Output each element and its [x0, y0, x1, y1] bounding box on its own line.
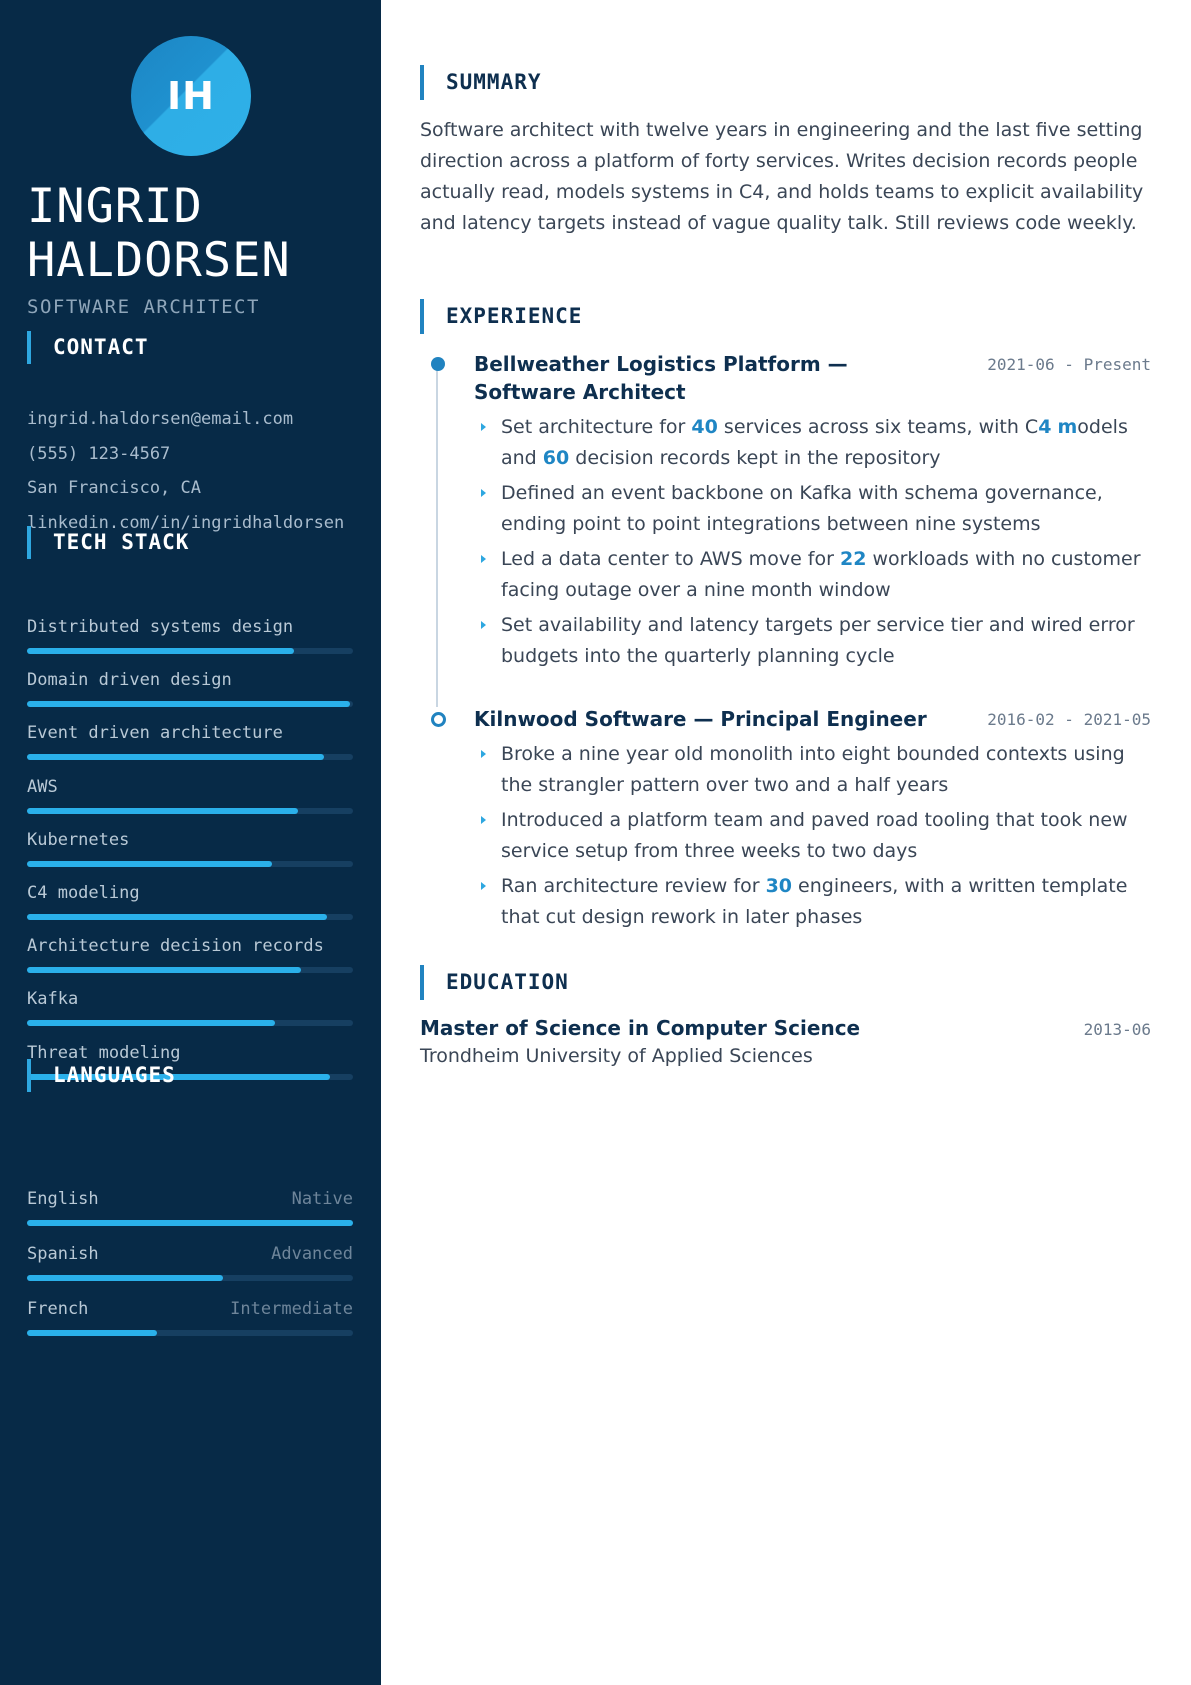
timeline-dot-current [431, 357, 445, 371]
main-content [420, 0, 1151, 1685]
languages-item [27, 1189, 353, 1226]
job-dates: 2016-02 - 2021-05 [987, 710, 1151, 729]
level-bar-track [27, 808, 353, 814]
languages-level-label: Advanced [271, 1244, 353, 1264]
job-title: Bellweather Logistics Platform — Software Architect [474, 352, 848, 404]
summary-text: Software architect with twelve years in engineering and the last five setting direction across a platform of forty services. Writes decision records people actually read, models systems in C4, and holds teams to explicit availability and latency targets instead of vague quality talk. Still reviews code weekly. [420, 119, 1144, 234]
level-bar-fill [27, 1275, 223, 1281]
bullet-item: Ran architecture review for 30 engineers, with a written template that cut design rework in later phases [474, 871, 1152, 933]
languages-level-label: Native [291, 1189, 353, 1209]
level-bar-track [27, 701, 353, 707]
bullet-item: Broke a nine year old monolith into eight bounded contexts using the strangler pattern over two and a half years [474, 739, 1152, 801]
education-heading: EDUCATION [420, 965, 569, 1000]
level-bar-fill [27, 1330, 157, 1336]
level-bar-track [27, 1275, 353, 1281]
level-bar-fill [27, 967, 301, 973]
education-degree: Master of Science in Computer Science [420, 1016, 861, 1040]
level-bar-fill [27, 1220, 353, 1226]
contact-location: San Francisco, CA [27, 478, 201, 498]
level-bar-fill [27, 914, 327, 920]
tech-stack-heading: TECH STACK [27, 526, 189, 559]
tech_stack-item [27, 617, 353, 654]
tech_stack-item [27, 989, 353, 1026]
contact-list [27, 404, 357, 542]
name-line-last: HALDORSEN [27, 233, 291, 288]
role-title: SOFTWARE ARCHITECT [27, 296, 260, 318]
level-bar-track [27, 1020, 353, 1026]
bullet-item: Led a data center to AWS move for 22 workloads with no customer facing outage over a nine month window [474, 544, 1152, 606]
candidate-name [27, 180, 367, 288]
contact-email[interactable]: ingrid.haldorsen@email.com [27, 409, 294, 429]
languages-name: French [27, 1299, 89, 1319]
level-bar-track [27, 754, 353, 760]
job-title: Kilnwood Software — Principal Engineer [474, 707, 927, 731]
summary-heading: SUMMARY [420, 65, 542, 100]
education-school: Trondheim University of Applied Sciences [420, 1045, 813, 1067]
level-bar-track [27, 1330, 353, 1336]
level-bar-fill [27, 1020, 275, 1026]
level-bar-track [27, 914, 353, 920]
level-bar-track [27, 967, 353, 973]
contact-phone[interactable]: (555) 123-4567 [27, 443, 171, 464]
experience-heading: EXPERIENCE [420, 299, 582, 334]
contact-heading: CONTACT [27, 331, 149, 364]
bullet-item: Introduced a platform team and paved road tooling that took new service setup from three weeks to two days [474, 805, 1152, 867]
tech_stack-item [27, 830, 353, 867]
tech_stack-item [27, 777, 353, 814]
contact-linkedin[interactable]: linkedin.com/in/ingridhaldorsen [27, 512, 345, 533]
tech_stack-item [27, 936, 353, 973]
bullet-item: Set architecture for 40 services across six teams, with C4 models and 60 decision records kept in the repository [474, 412, 1152, 474]
level-bar-fill [27, 648, 294, 654]
bullet-item: Set availability and latency targets per service tier and wired error budgets into the quarterly planning cycle [474, 610, 1152, 672]
tech_stack-name: Kubernetes [27, 829, 130, 850]
tech_stack-name: Threat modeling [27, 1042, 181, 1063]
name-line-first: INGRID [27, 179, 203, 234]
languages-heading: LANGUAGES [27, 1059, 176, 1092]
job-bullets [474, 412, 1152, 676]
job-bullets [474, 739, 1152, 937]
languages-level-label: Intermediate [230, 1299, 353, 1319]
tech_stack-name: Architecture decision records [27, 936, 324, 957]
languages-item [27, 1244, 353, 1281]
level-bar-fill [27, 701, 350, 707]
level-bar-fill [27, 754, 324, 760]
level-bar-track [27, 1220, 353, 1226]
tech_stack-name: C4 modeling [27, 883, 140, 903]
tech_stack-name: AWS [27, 776, 58, 797]
tech_stack-name: Event driven architecture [27, 723, 283, 744]
tech_stack-item [27, 883, 353, 920]
tech_stack-item [27, 670, 353, 707]
education-date: 2013-06 [1083, 1020, 1151, 1039]
level-bar-track [27, 861, 353, 867]
avatar: IH [131, 36, 251, 156]
job-dates: 2021-06 - Present [987, 355, 1151, 374]
level-bar-fill [27, 861, 272, 867]
bullet-item: Defined an event backbone on Kafka with schema governance, ending point to point integrations between nine systems [474, 478, 1152, 540]
tech_stack-item [27, 723, 353, 760]
timeline-line [436, 365, 438, 707]
level-bar-fill [27, 808, 298, 814]
tech_stack-name: Kafka [27, 989, 79, 1010]
sidebar [0, 0, 381, 1685]
languages-name: English [27, 1189, 99, 1209]
tech_stack-name: Distributed systems design [27, 617, 294, 637]
level-bar-track [27, 648, 353, 654]
languages-name: Spanish [27, 1244, 99, 1264]
languages-item [27, 1299, 353, 1336]
timeline-dot-past [431, 712, 446, 727]
tech_stack-name: Domain driven design [27, 670, 232, 691]
